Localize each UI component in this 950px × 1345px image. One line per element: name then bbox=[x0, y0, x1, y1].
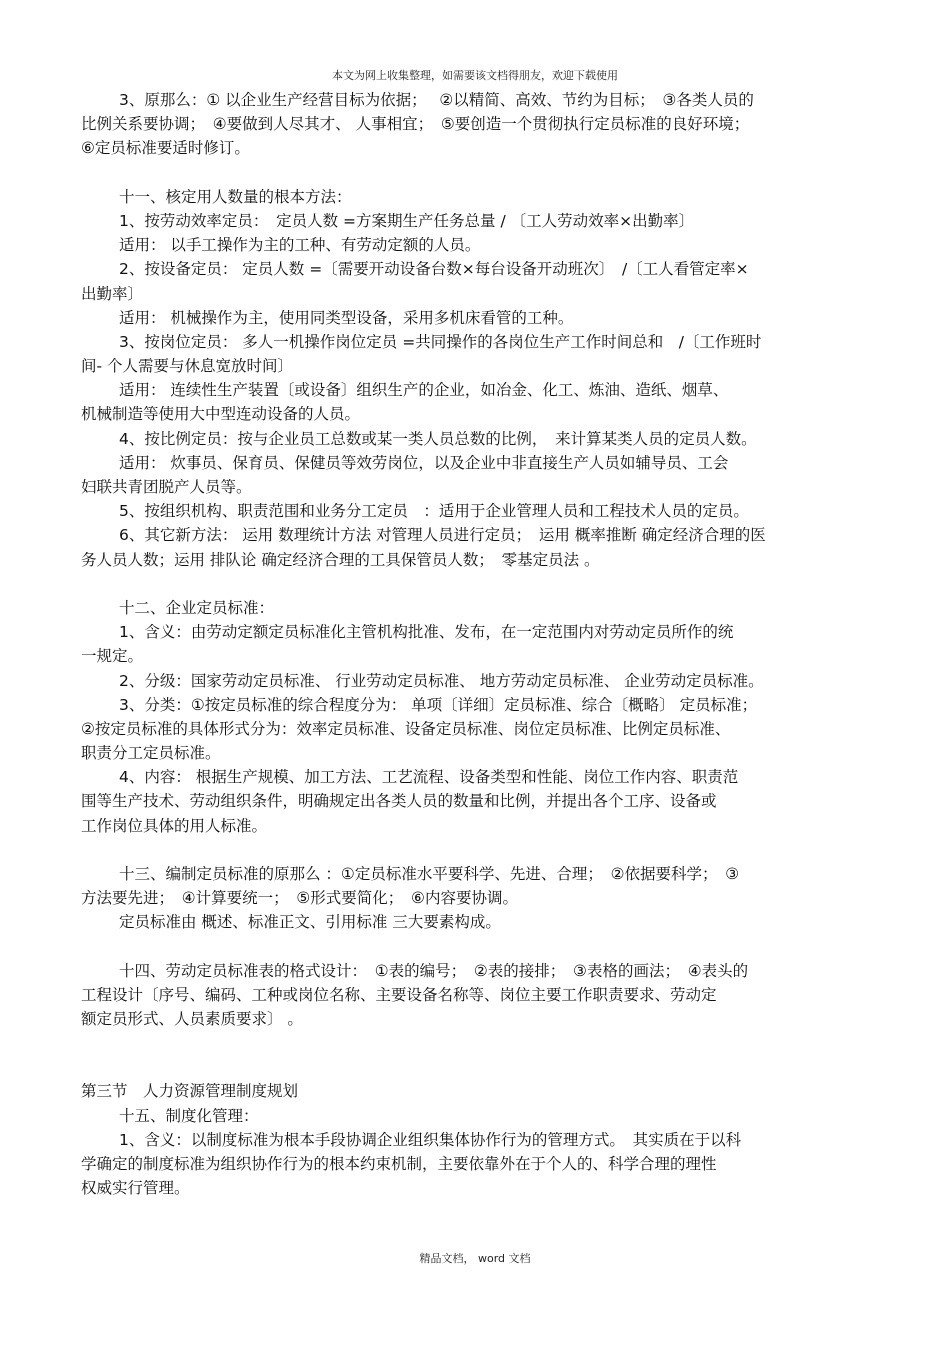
text-line: 1、按劳动效率定员： 定员人数 =方案期生产任务总量 / 〔工人劳动效率×出勤率〕 bbox=[119, 211, 695, 230]
text-line: 6、其它新方法： 运用 数理统计方法 对管理人员进行定员； 运用 概率推断 确定经济合理的医 bbox=[119, 526, 766, 545]
section-heading: 十一、核定用人数量的根本方法： bbox=[119, 187, 352, 206]
text-line: 适用： 连续性生产装置〔或设备〕组织生产的企业，如冶金、化工、炼油、造纸、烟草、 bbox=[119, 381, 729, 400]
text-line: 适用： 炊事员、保育员、保健员等效劳岗位，以及企业中非直接生产人员如辅导员、工会 bbox=[119, 453, 729, 472]
text-line: 2、按设备定员： 定员人数 =〔需要开动设备台数×每台设备开动班次〕 /〔工人看管定率× bbox=[119, 260, 749, 279]
document-body bbox=[81, 88, 871, 1200]
text-line: 间- 个人需要与休息宽放时间〕 bbox=[81, 357, 294, 376]
text-line: 妇联共青团脱产人员等。 bbox=[81, 478, 252, 496]
text-line: 工程设计〔序号、编码、工种或岗位名称、主要设备名称等、岗位主要工作职责要求、劳动定 bbox=[81, 985, 717, 1004]
section-heading: 十二、企业定员标准： bbox=[119, 598, 275, 617]
text-line: 5、按组织机构、职责范围和业务分工定员 ：适用于企业管理人员和工程技术人员的定员。 bbox=[119, 502, 749, 521]
text-line: 出勤率〕 bbox=[81, 284, 144, 303]
chapter-heading: 第三节 人力资源管理制度规划 bbox=[81, 1082, 299, 1101]
text-line: 1、含义：以制度标准为根本手段协调企业组织集体协作行为的管理方式。 其实质在于以科 bbox=[119, 1130, 742, 1149]
text-line: 学确定的制度标准为组织协作行为的根本约束机制，主要依靠外在于个人的、科学合理的理性 bbox=[81, 1154, 717, 1173]
text-line: 4、内容： 根据生产规模、加工方法、工艺流程、设备类型和性能、岗位工作内容、职责范 bbox=[119, 768, 739, 787]
text-line: 职责分工定员标准。 bbox=[81, 744, 221, 763]
text-line: 权威实行管理。 bbox=[81, 1179, 190, 1198]
section-heading: 十四、劳动定员标准表的格式设计： ①表的编号； ②表的接排； ③表格的画法； ④表头的 bbox=[119, 961, 749, 980]
page-footer: 精品文档， word 文档 bbox=[419, 1252, 531, 1265]
text-line: 额定员形式、人员素质要求〕 。 bbox=[81, 1010, 303, 1029]
text-line: 务人员人数；运用 排队论 确定经济合理的工具保管员人数； 零基定员法 。 bbox=[81, 550, 600, 569]
text-line: 适用： 以手工操作为主的工种、有劳动定额的人员。 bbox=[119, 236, 481, 255]
section-heading: 十五、制度化管理： bbox=[119, 1106, 259, 1125]
section-heading: 十三、编制定员标准的原那么 ：①定员标准水平要科学、先进、合理； ②依据要科学； ③ bbox=[119, 865, 740, 883]
text-line: 一规定。 bbox=[81, 647, 144, 666]
text-line: ⑥定员标准要适时修订。 bbox=[81, 139, 250, 158]
text-line: 方法要先进； ④计算要统一； ⑤形式要简化； ⑥内容要协调。 bbox=[81, 889, 518, 908]
text-line: 1、含义：由劳动定额定员标准化主管机构批准、发布，在一定范围内对劳动定员所作的统 bbox=[119, 623, 734, 642]
text-line: 工作岗位具体的用人标准。 bbox=[81, 816, 268, 835]
text-line: 定员标准由 概述、标准正文、引用标准 三大要素构成。 bbox=[119, 913, 501, 932]
text-line: 2、分级：国家劳动定员标准、 行业劳动定员标准、 地方劳动定员标准、 企业劳动定员标准。 bbox=[119, 671, 764, 690]
text-line: 机械制造等使用大中型连动设备的人员。 bbox=[81, 405, 361, 424]
text-line: 3、原那么：① 以企业生产经营目标为依据； ②以精简、高效、节约为目标； ③各类人员的 bbox=[119, 91, 754, 109]
text-line: ②按定员标准的具体形式分为：效率定员标准、设备定员标准、岗位定员标准、比例定员标准、 bbox=[81, 719, 731, 738]
text-line: 围等生产技术、劳动组织条件，明确规定出各类人员的数量和比例，并提出各个工序、设备或 bbox=[81, 792, 717, 811]
text-line: 适用： 机械操作为主，使用同类型设备，采用多机床看管的工种。 bbox=[119, 308, 574, 327]
text-line: 3、分类：①按定员标准的综合程度分为： 单项〔详细〕定员标准、综合〔概略〕 定员标准； bbox=[119, 695, 758, 714]
text-line: 比例关系要协调； ④要做到人尽其才、 人事相宜； ⑤要创造一个贯彻执行定员标准的良好环境； bbox=[81, 115, 750, 134]
text-line: 3、按岗位定员： 多人一机操作岗位定员 =共同操作的各岗位生产工作时间总和 /〔工作班时 bbox=[119, 332, 762, 351]
page-header: 本文为网上收集整理，如需要该文档得朋友，欢迎下载使用 bbox=[332, 69, 618, 82]
text-line: 4、按比例定员：按与企业员工总数或某一类人员总数的比例， 来计算某类人员的定员人数。 bbox=[119, 429, 757, 448]
